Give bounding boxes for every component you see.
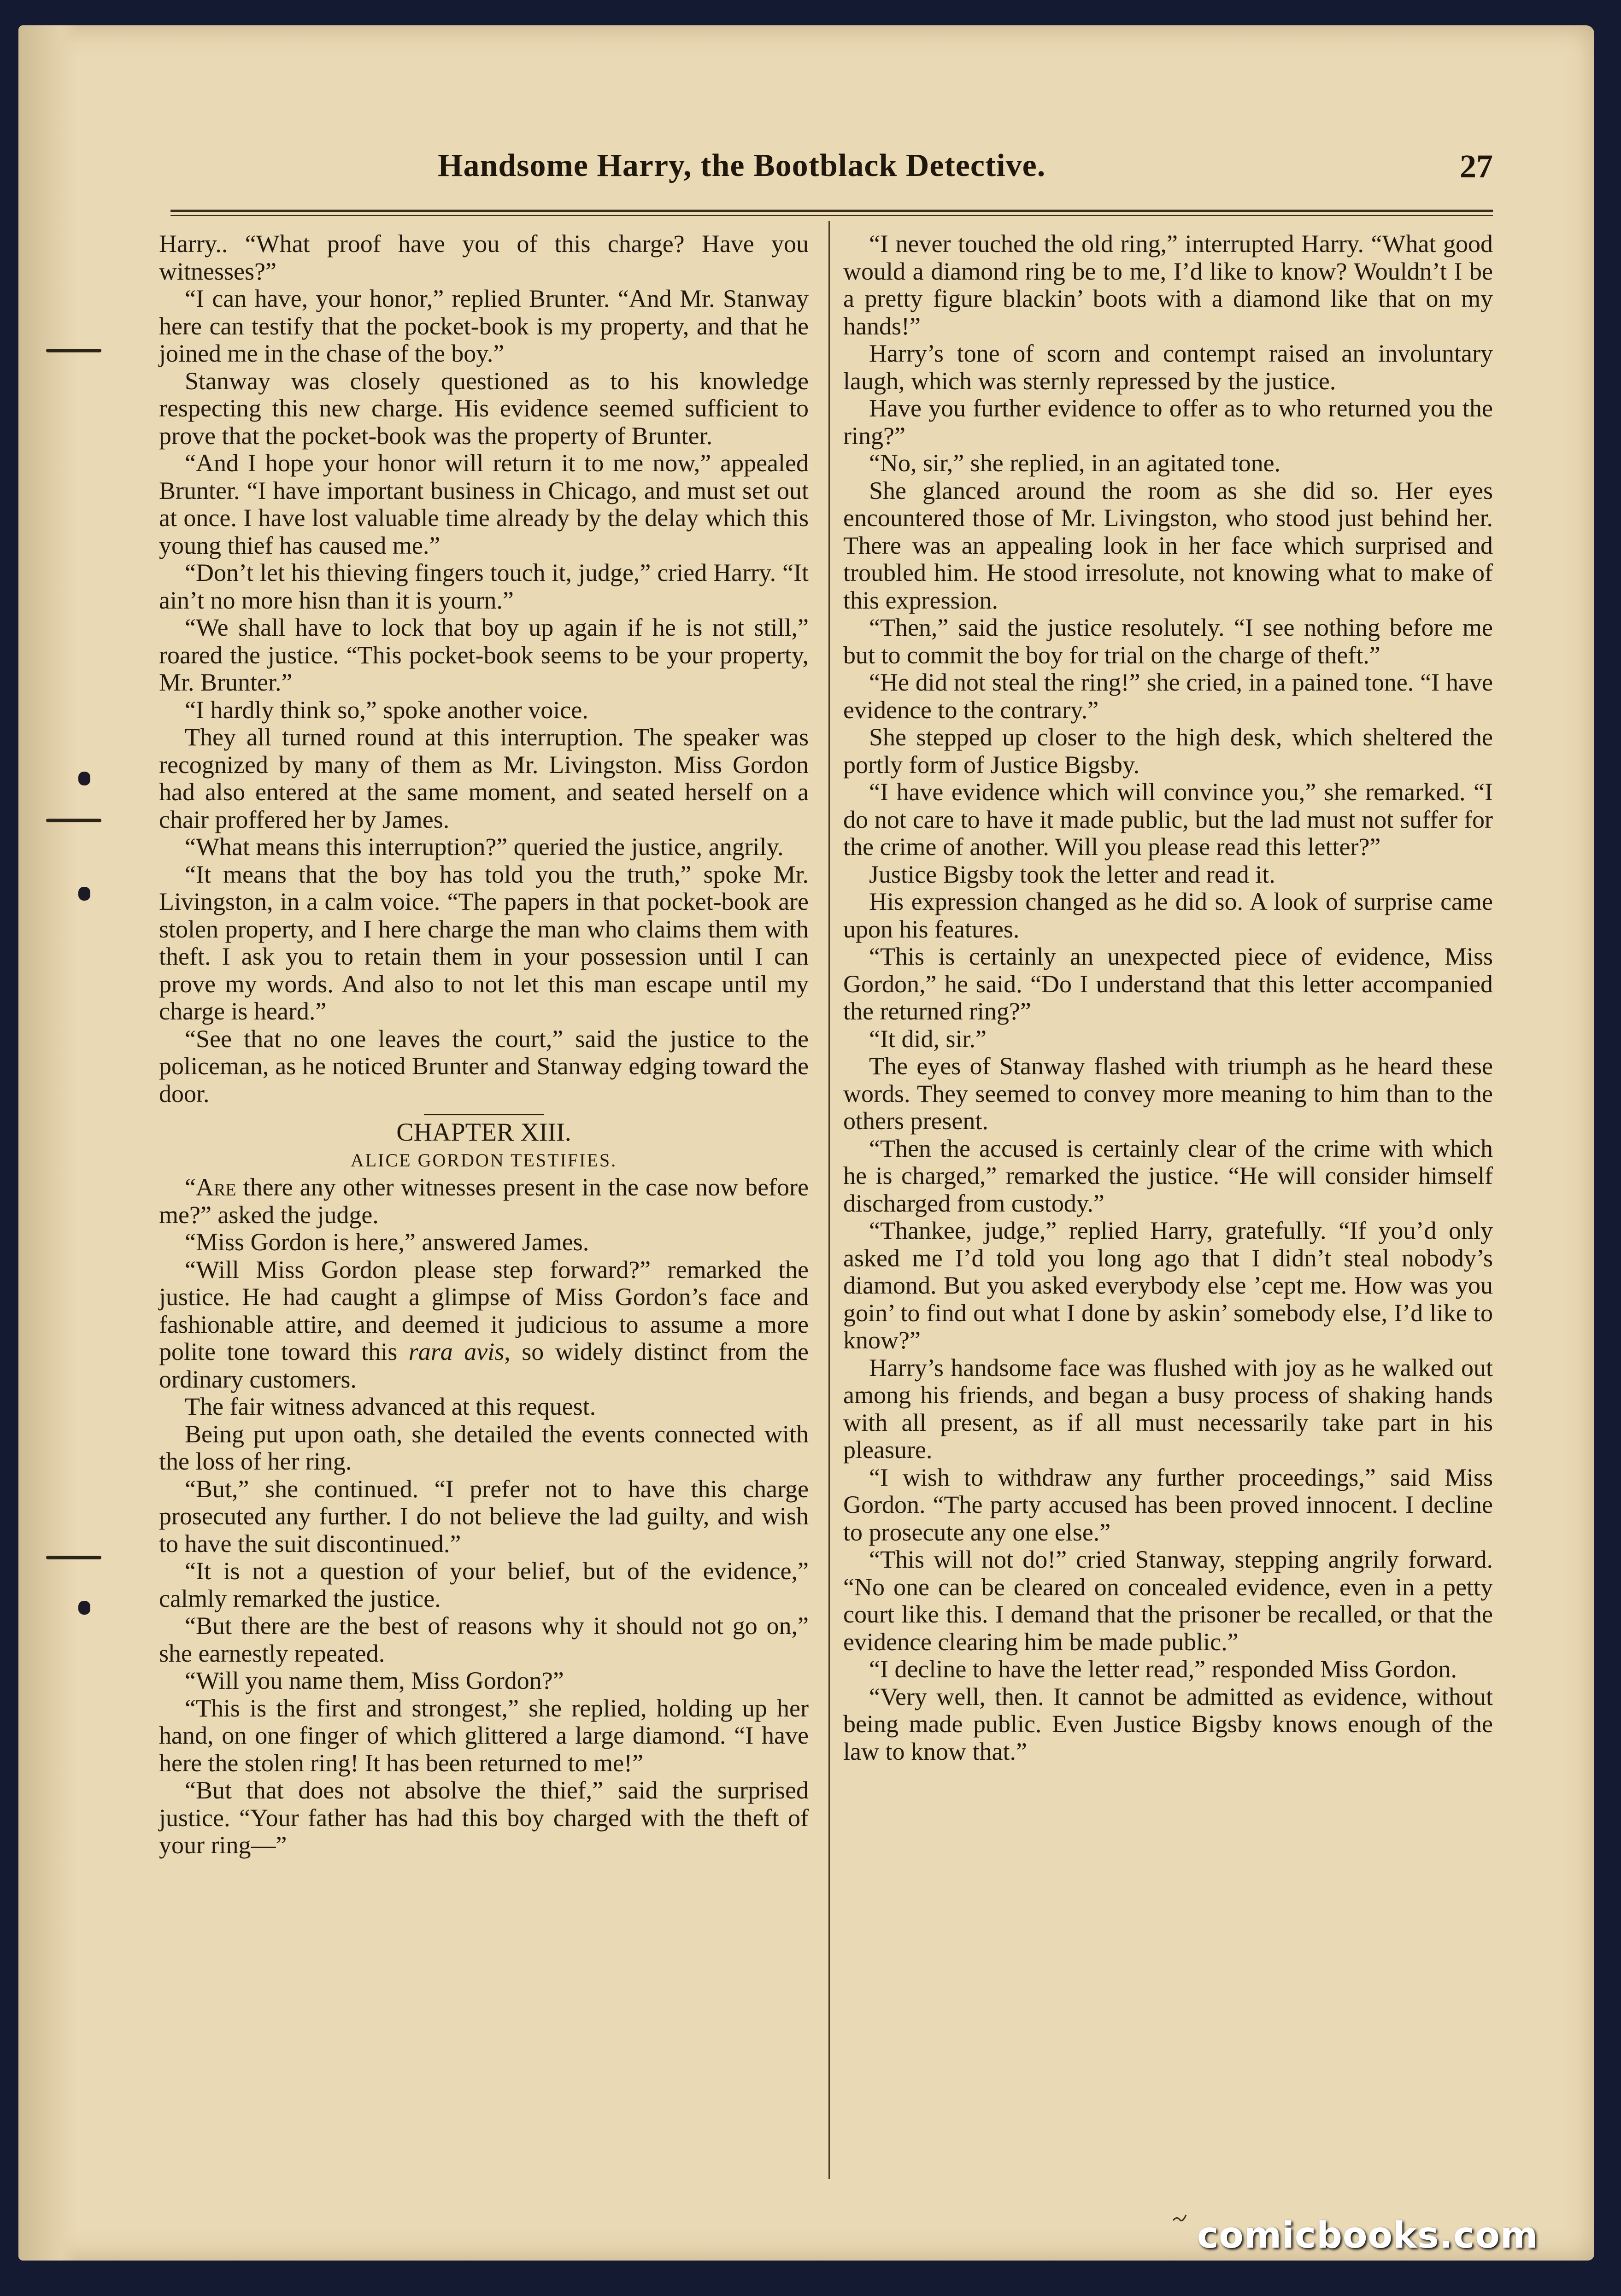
paragraph: “But that does not absolve the thief,” said the surprised justice. “Your father has had this boy charged with the theft of your ring—” <box>159 1776 809 1859</box>
paragraph: Harry.. “What proof have you of this charge? Have you witnesses?” <box>159 230 809 285</box>
paragraph: “This is certainly an unexpected piece of evidence, Miss Gordon,” he said. “Do I understand that this letter accompanied the returned ring?” <box>843 943 1493 1025</box>
opening-word: Are <box>195 1173 236 1201</box>
paragraph: “But there are the best of reasons why it should not go on,” she earnestly repeated. <box>159 1612 809 1667</box>
paragraph: “But,” she continued. “I prefer not to have this charge prosecuted any further. I do not believe the lad guilty, and wish to have the suit discontinued.” <box>159 1475 809 1558</box>
paragraph: Justice Bigsby took the letter and read it. <box>869 860 1275 888</box>
paragraph: “Don’t let his thieving fingers touch it, judge,” cried Harry. “It ain’t no more hisn than it is yourn.” <box>159 559 809 614</box>
chapter-subtitle: ALICE GORDON TESTIFIES. <box>350 1149 617 1171</box>
paragraph: “Will you name them, Miss Gordon?” <box>185 1667 564 1694</box>
staple-icon <box>46 1550 101 1564</box>
paragraph: “I wish to withdraw any further proceedings,” said Miss Gordon. “The party accused has been proved innocent. I decline to prosecute any one else.” <box>843 1463 1493 1546</box>
binding-hole-icon <box>46 772 101 785</box>
paragraph: “He did not steal the ring!” she cried, in a pained tone. “I have evidence to the contrary.” <box>843 668 1493 724</box>
paragraph: She glanced around the room as she did so. Her eyes encountered those of Mr. Livingston, who stood just behind her. There was an appealing look in her face which surprised and troubled him. He stood irresolute, not knowing what to make of this expression. <box>843 476 1493 614</box>
running-header <box>170 147 1493 203</box>
paragraph: “See that no one leaves the court,” said the justice to the policeman, as he noticed Brunter and Stanway edging toward the door. <box>159 1025 809 1107</box>
paragraph: “I can have, your honor,” replied Brunter. “And Mr. Stanway here can testify that the pocket-book is my property, and that he joined me in the chase of the boy.” <box>159 285 809 367</box>
paragraph: The fair witness advanced at this request. <box>185 1393 596 1420</box>
paragraph: They all turned round at this interruption. The speaker was recognized by many of them as Mr. Livingston. Miss Gordon had also entered at the same moment, and seated herself on a chair proffered her by James. <box>159 723 809 833</box>
staple-icon <box>46 343 101 357</box>
paragraph: “I never touched the old ring,” interrupted Harry. “What good would a diamond ring be to me, I’d like to know? Wouldn’t I be a pretty figure blackin’ boots with a diamond like that on my hands!” <box>843 230 1493 340</box>
opening-quote: “ <box>185 1173 196 1201</box>
header-rule-thin <box>170 215 1493 216</box>
paragraph: Harry’s tone of scorn and contempt raised an involuntary laugh, which was sternly repressed by the justice. <box>843 340 1493 395</box>
right-column <box>843 230 1493 1765</box>
paragraph: “Very well, then. It cannot be admitted as evidence, without being made public. Even Justice Bigsby knows enough of the law to know that.” <box>843 1682 1493 1765</box>
binding-hole-icon <box>46 1601 101 1615</box>
paragraph: “This is the first and strongest,” she replied, holding up her hand, on one finger of which glittered a large diamond. “I have here the stolen ring! It has been returned to me!” <box>159 1694 809 1777</box>
paragraph: “Then,” said the justice resolutely. “I see nothing before me but to commit the boy for trial on the charge of theft.” <box>843 614 1493 669</box>
paragraph: “We shall have to lock that boy up again if he is not still,” roared the justice. “This pocket-book seems to be your property, Mr. Brunter.” <box>159 614 809 696</box>
paragraph: Have you further evidence to offer as to who returned you the ring?” <box>843 394 1493 450</box>
paragraph: The eyes of Stanway flashed with triumph as he heard these words. They seemed to convey more meaning to him than to the others present. <box>843 1052 1493 1135</box>
paragraph: Harry’s handsome face was flushed with joy as he walked out among his friends, and began a busy process of shaking hands with all present, as if all must necessarily take part in his pleasure. <box>843 1353 1493 1464</box>
paragraph: “And I hope your honor will return it to me now,” appealed Brunter. “I have important business in Chicago, and must set out at once. I have lost valuable time already by the delay which this young thief has caused me.” <box>159 449 809 559</box>
chapter-title: CHAPTER XIII. <box>396 1118 571 1147</box>
paragraph: She stepped up closer to the high desk, which sheltered the portly form of Justice Bigsby. <box>843 723 1493 779</box>
column-divider <box>828 221 830 2179</box>
paragraph: “Miss Gordon is here,” answered James. <box>185 1228 589 1256</box>
paragraph: “It means that the boy has told you the truth,” spoke Mr. Livingston, in a calm voice. “The papers in that pocket-book are stolen property, and I here charge the man who claims them with theft. I ask you to retain them in your possession until I can prove my words. And also to not let this man escape until my charge is heard.” <box>159 860 809 1025</box>
binding-hole-icon <box>46 887 101 901</box>
italic-phrase: rara avis <box>408 1338 505 1365</box>
pencil-mark-icon <box>1170 2207 1189 2225</box>
paragraph: “I hardly think so,” spoke another voice. <box>185 696 588 724</box>
paragraph: His expression changed as he did so. A look of surprise came upon his features. <box>843 888 1493 943</box>
paragraph: “What means this interruption?” queried the justice, angrily. <box>185 833 784 861</box>
paragraph: Being put upon oath, she detailed the events connected with the loss of her ring. <box>159 1420 809 1475</box>
paragraph <box>159 1256 809 1394</box>
left-column <box>159 230 809 1859</box>
paragraph: “I decline to have the letter read,” responded Miss Gordon. <box>869 1655 1457 1683</box>
paragraph <box>159 1174 809 1229</box>
paragraph: “Then the accused is certainly clear of the crime with which he is charged,” remarked the justice. “He will consider himself discharged from custody.” <box>843 1134 1493 1217</box>
header-rule <box>170 210 1493 212</box>
paragraph: Stanway was closely questioned as to his knowledge respecting this new charge. His evidence seemed sufficient to prove that the pocket-book was the property of Brunter. <box>159 367 809 450</box>
paragraph: “No, sir,” she replied, in an agitated tone. <box>869 449 1281 477</box>
paragraph-text: there any other witnesses present in the case now before me?” asked the judge. <box>159 1173 809 1229</box>
paragraph: “It did, sir.” <box>869 1025 987 1053</box>
paragraph: “I have evidence which will convince you,” she remarked. “I do not care to have it made public, but the lad must not suffer for the crime of another. Will you please read this letter?” <box>843 778 1493 861</box>
site-watermark: comicbooks.com <box>1197 2215 1539 2256</box>
staple-icon <box>46 813 101 827</box>
paragraph-text: “Will Miss Gordon please step forward?” remarked the justice. He had caught a glimpse of Miss Gordon’s face and fashionable attire, and deemed it judicious to assume a more polite tone toward this <box>159 1255 809 1365</box>
page-number: 27 <box>1460 148 1493 185</box>
running-title: Handsome Harry, the Bootblack Detective. <box>438 148 1046 183</box>
paragraph: “Thankee, judge,” replied Harry, gratefully. “If you’d only asked me I’d told you long ago that I didn’t steal nobody’s diamond. But you asked everybody else ’cept me. How was you goin’ to find out what I done by askin’ somebody else, I’d like to know?” <box>843 1217 1493 1354</box>
paragraph: “This will not do!” cried Stanway, stepping angrily forward. “No one can be cleared on concealed evidence, even in a petty court like this. I demand that the prisoner be recalled, or that the evidence clearing him be made public.” <box>843 1546 1493 1656</box>
chapter-rule <box>424 1114 544 1115</box>
binding-gutter <box>18 25 78 2261</box>
paragraph-text: , so widely distinct from the ordinary customers. <box>159 1338 809 1393</box>
paragraph: “It is not a question of your belief, but of the evidence,” calmly remarked the justice. <box>159 1557 809 1612</box>
